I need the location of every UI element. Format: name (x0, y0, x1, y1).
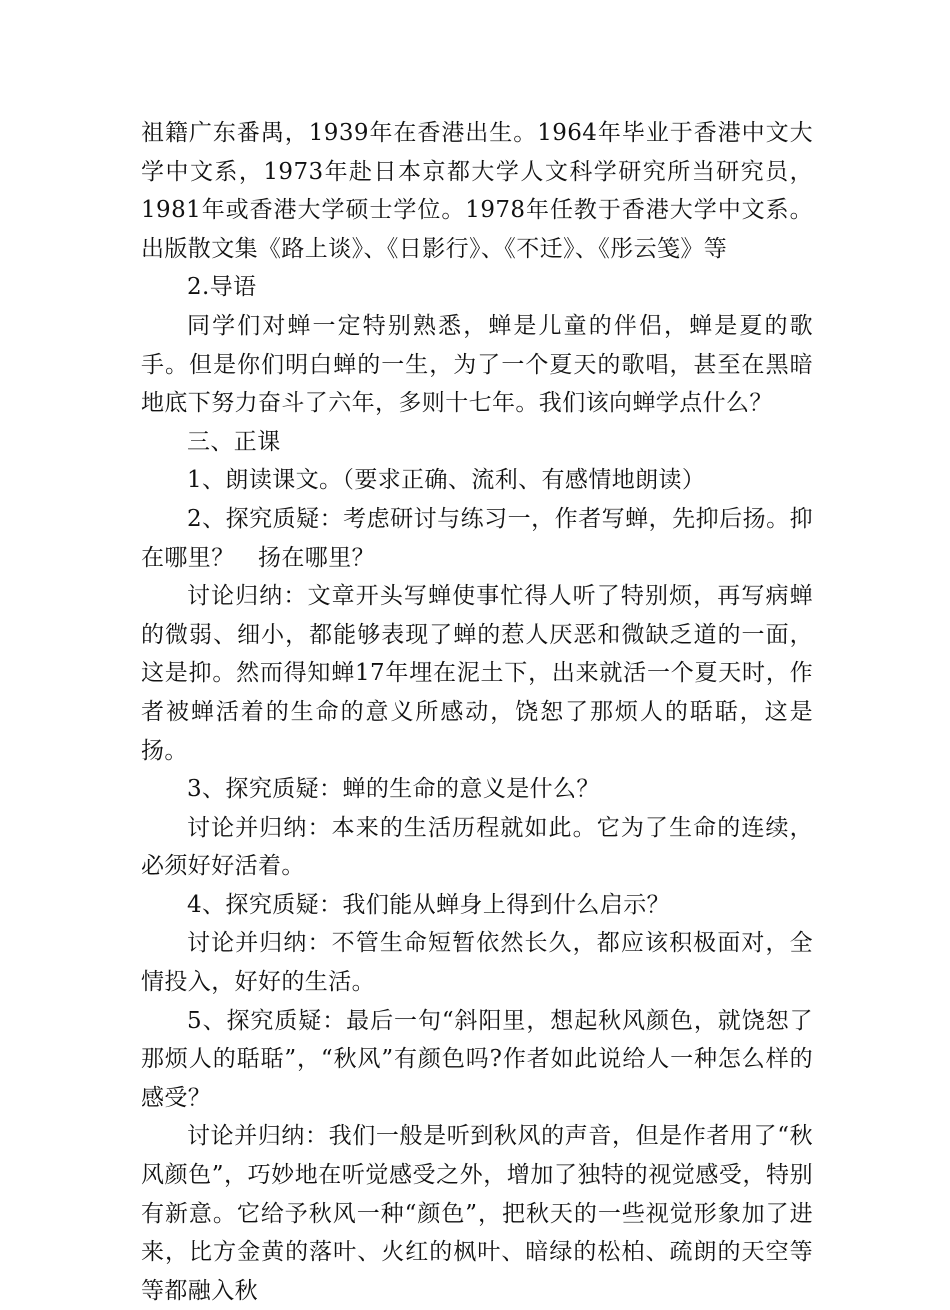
paragraph-answer-2: 讨论归纳：文章开头写蝉使事忙得人听了特别烦，再写病蝉的微弱、细小，都能够表现了蝉的惹人厌恶和微缺乏道的一面，这是抑。然而得知蝉17年埋在泥土下，出来就活一个夏天时，作者被蝉活着的生命的意义所感动，饶恕了那烦人的聒聒，这是扬。 (141, 583, 813, 764)
paragraph-step-1-reading: 1、朗读课文。（要求正确、流利、有感情地朗读） (187, 467, 706, 494)
paragraph-author-bio: 祖籍广东番禺，1939年在香港出生。1964年毕业于香港中文大学中文系，1973年赴日本京都大学人文科学研究所当研究员，1981年或香港大学硕士学位。1978年任教于香港大学中文系。出版散文集《路上谈》、《日影行》、《不迁》、《彤云笺》等 (141, 120, 813, 262)
paragraph-question-2: 2、探究质疑：考虑研讨与练习一，作者写蝉，先抑后扬。抑在哪里？ 扬在哪里？ (141, 505, 813, 571)
paragraph-answer-3: 讨论并归纳：本来的生活历程就如此。它为了生命的连续，必须好好活着。 (141, 814, 813, 880)
paragraph-question-5: 5、探究质疑：最后一句“斜阳里，想起秋风颜色，就饶恕了那烦人的聒聒”，“秋风”有颜色吗?作者如此说给人一种怎么样的感受？ (141, 1007, 813, 1111)
document-page (141, 114, 813, 1310)
heading-main-lesson: 三、正课 (187, 428, 281, 455)
paragraph-introduction: 同学们对蝉一定特别熟悉，蝉是儿童的伴侣，蝉是夏的歌手。但是你们明白蝉的一生，为了一个夏天的歌唱，甚至在黑暗地底下努力奋斗了六年，多则十七年。我们该向蝉学点什么？ (141, 312, 813, 417)
paragraph-question-3: 3、探究质疑：蝉的生命的意义是什么？ (187, 776, 600, 803)
paragraph-question-4: 4、探究质疑：我们能从蝉身上得到什么启示？ (187, 891, 671, 918)
paragraph-answer-5: 讨论并归纳：我们一般是听到秋风的声音，但是作者用了“秋风颜色”，巧妙地在听觉感受之外，增加了独特的视觉感受，特别有新意。它给予秋风一种“颜色”，把秋天的一些视觉形象加了进来，比方金黄的落叶、火红的枫叶、暗绿的松柏、疏朗的天空等等都融入秋 (141, 1123, 813, 1304)
paragraph-answer-4: 讨论并归纳：不管生命短暂依然长久，都应该积极面对，全情投入，好好的生活。 (141, 930, 813, 996)
heading-introduction: 2.导语 (187, 274, 257, 301)
